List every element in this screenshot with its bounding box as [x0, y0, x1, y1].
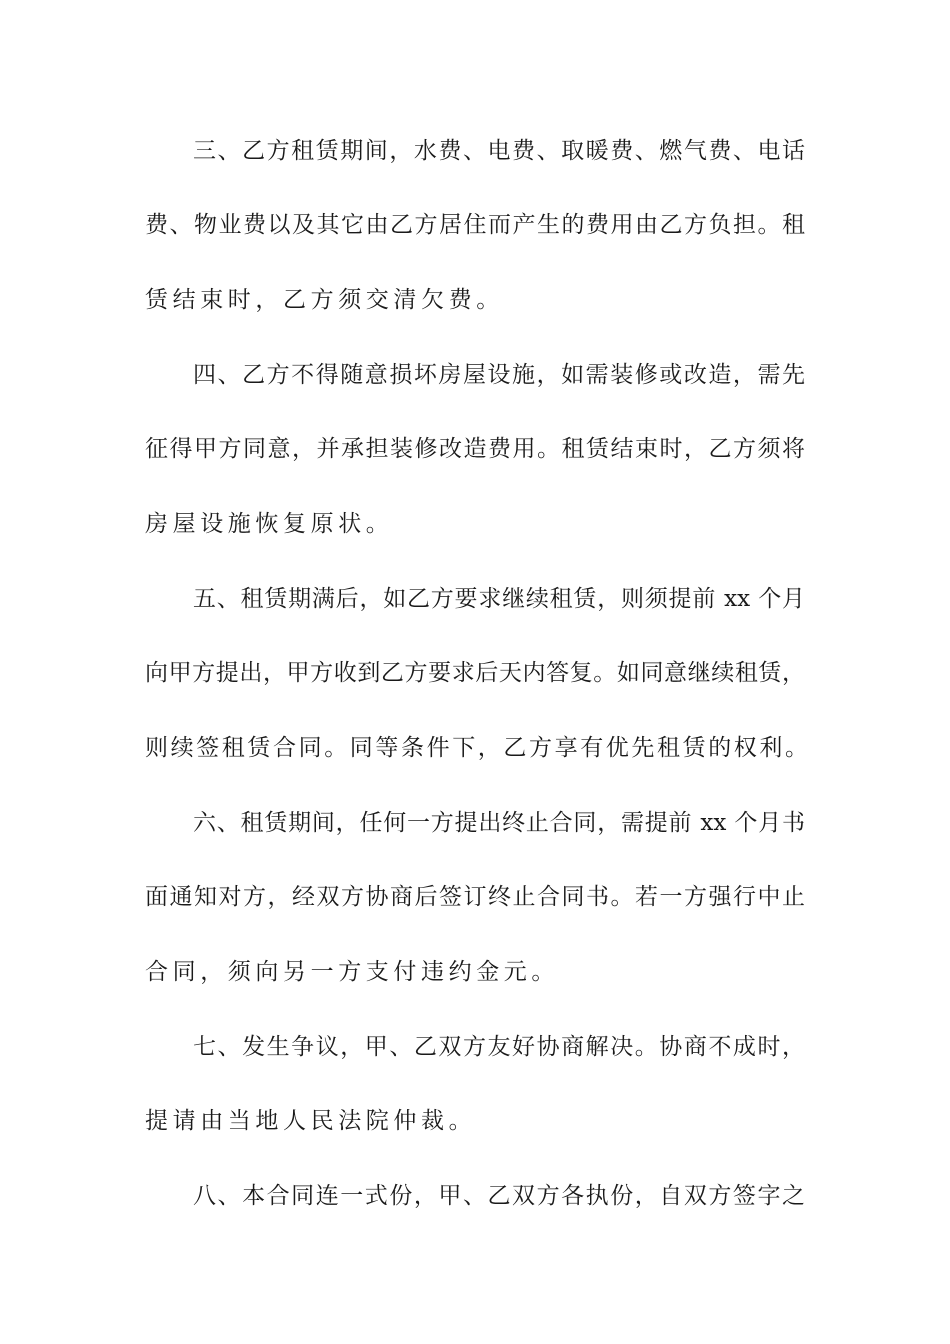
clause-3-line-3: 赁结束时，乙方须交清欠费。: [145, 287, 504, 313]
clause-4-line-3: 房屋设施恢复原状。: [145, 511, 394, 537]
clause-5-line-1: 五、租赁期满后，如乙方要求继续租赁，则须提前 xx 个月: [193, 586, 805, 612]
clause-6-line-3: 合同，须向另一方支付违约金元。: [145, 959, 559, 985]
clause-6-line-1: 六、租赁期间，任何一方提出终止合同，需提前 xx 个月书: [193, 810, 805, 836]
clause-7-line-1: 七、发生争议，甲、乙双方友好协商解决。协商不成时，: [193, 1034, 805, 1060]
clause-4-line-2: 征得甲方同意，并承担装修改造费用。租赁结束时，乙方须将: [145, 436, 805, 462]
clause-8-line-1: 八、本合同连一式份，甲、乙双方各执份，自双方签字之: [193, 1183, 805, 1209]
clause-5-line-3: 则续签租赁合同。同等条件下，乙方享有优先租赁的权利。: [145, 735, 811, 761]
clause-4-line-1: 四、乙方不得随意损坏房屋设施，如需装修或改造，需先: [193, 362, 805, 388]
clause-6-line-2: 面通知对方，经双方协商后签订终止合同书。若一方强行中止: [145, 884, 805, 910]
clause-3-line-1: 三、乙方租赁期间，水费、电费、取暖费、燃气费、电话: [193, 138, 805, 164]
clause-3-line-2: 费、物业费以及其它由乙方居住而产生的费用由乙方负担。租: [145, 212, 805, 238]
clause-7-line-2: 提请由当地人民法院仲裁。: [145, 1108, 477, 1134]
clause-5-line-2: 向甲方提出，甲方收到乙方要求后天内答复。如同意继续租赁，: [145, 660, 805, 686]
